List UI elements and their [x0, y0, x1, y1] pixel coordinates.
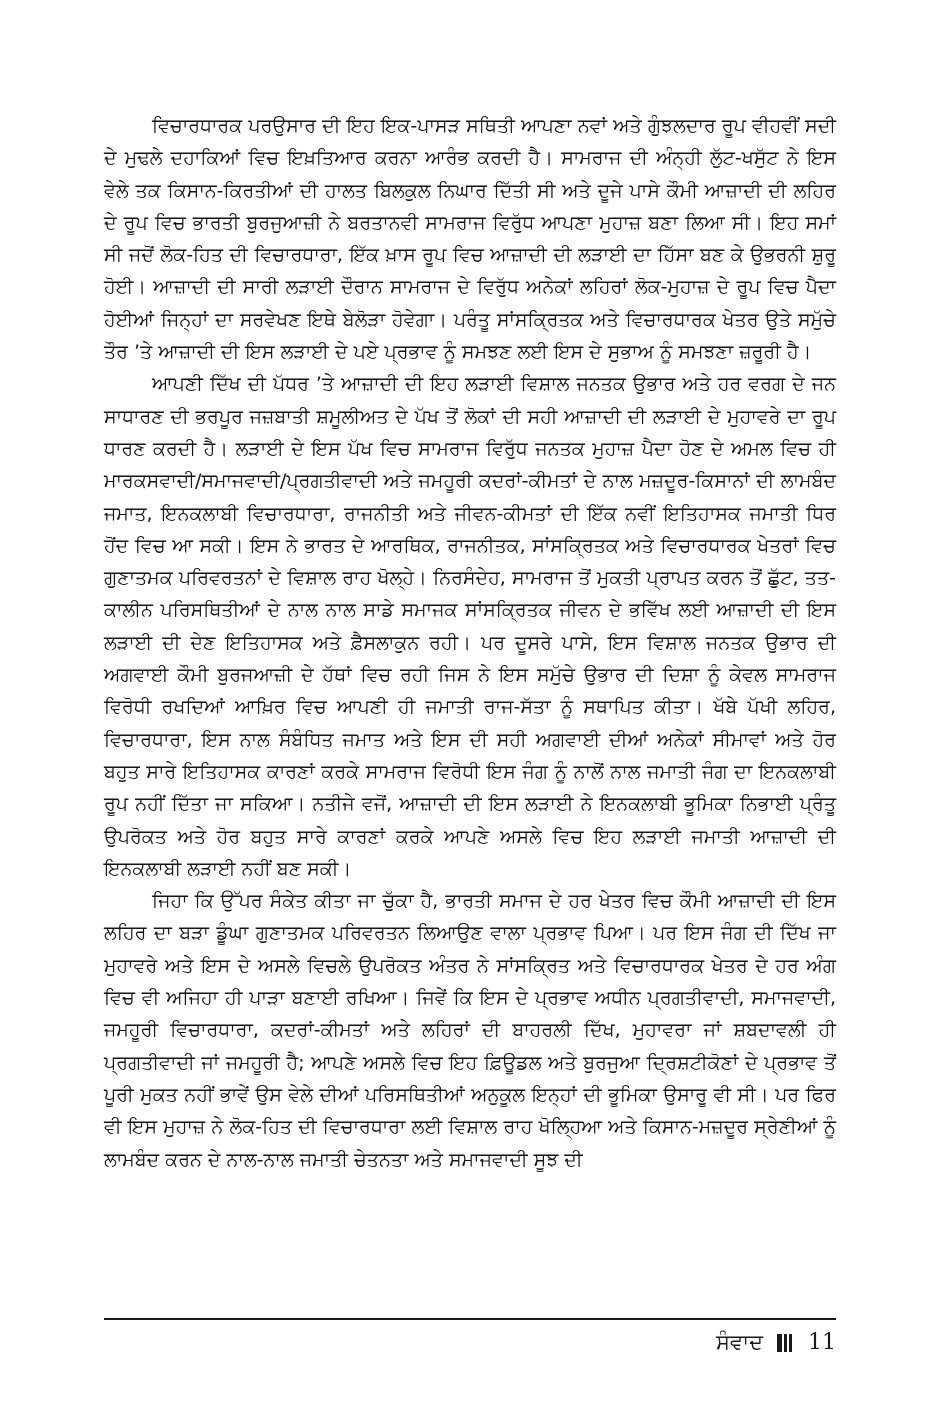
- page-number: 11: [808, 1330, 836, 1355]
- body-text: [104, 110, 836, 1176]
- paragraph: ਆਪਣੀ ਦਿੱਖ ਦੀ ਪੱਧਰ ’ਤੇ ਆਜ਼ਾਦੀ ਦੀ ਇਹ ਲੜਾਈ ਵਿਸ਼ਾਲ ਜਨਤਕ ਉਭਾਰ ਅਤੇ ਹਰ ਵਰਗ ਦੇ ਜਨ ਸਾਧਾਰਣ ਦੀ ਭਰਪੂਰ ਜਜ਼ਬਾਤੀ ਸ਼ਮੂਲੀਅਤ ਦੇ ਪੱਖ ਤੋਂ ਲੋਕਾਂ ਦੀ ਸਹੀ ਆਜ਼ਾਦੀ ਦੀ ਲੜਾਈ ਦੇ ਮੁਹਾਵਰੇ ਦਾ ਰੂਪ ਧਾਰਣ ਕਰਦੀ ਹੈ। ਲੜਾਈ ਦੇ ਇਸ ਪੱਖ ਵਿਚ ਸਾਮਰਾਜ ਵਿਰੁੱਧ ਜਨਤਕ ਮੁਹਾਜ਼ ਪੈਦਾ ਹੋਣ ਦੇ ਅਮਲ ਵਿਚ ਹੀ ਮਾਰਕਸਵਾਦੀ/ਸਮਾਜਵਾਦੀ/ਪ੍ਰਗਤੀਵਾਦੀ ਅਤੇ ਜਮਹੂਰੀ ਕਦਰਾਂ-ਕੀਮਤਾਂ ਦੇ ਨਾਲ ਮਜ਼ਦੂਰ-ਕਿਸਾਨਾਂ ਦੀ ਲਾਮਬੰਦ ਜਮਾਤ, ਇਨਕਲਾਬੀ ਵਿਚਾਰਧਾਰਾ, ਰਾਜਨੀਤੀ ਅਤੇ ਜੀਵਨ-ਕੀਮਤਾਂ ਦੀ ਇੱਕ ਨਵੀਂ ਇਤਿਹਾਸਕ ਜਮਾਤੀ ਧਿਰ ਹੋਂਦ ਵਿਚ ਆ ਸਕੀ। ਇਸ ਨੇ ਭਾਰਤ ਦੇ ਆਰਥਿਕ, ਰਾਜਨੀਤਕ, ਸਾਂਸਕ੍ਰਿਤਕ ਅਤੇ ਵਿਚਾਰਧਾਰਕ ਖੇਤਰਾਂ ਵਿਚ ਗੁਣਾਤਮਕ ਪਰਿਵਰਤਨਾਂ ਦੇ ਵਿਸ਼ਾਲ ਰਾਹ ਖੋਲ੍ਹੇ। ਨਿਰਸੰਦੇਹ, ਸਾਮਰਾਜ ਤੋਂ ਮੁਕਤੀ ਪ੍ਰਾਪਤ ਕਰਨ ਤੋਂ ਛੁੱਟ, ਤਤ-ਕਾਲੀਨ ਪਰਿਸਥਿਤੀਆਂ ਦੇ ਨਾਲ ਨਾਲ ਸਾਡੇ ਸਮਾਜਕ ਸਾਂਸਕ੍ਰਿਤਕ ਜੀਵਨ ਦੇ ਭਵਿੱਖ ਲਈ ਆਜ਼ਾਦੀ ਦੀ ਇਸ ਲੜਾਈ ਦੀ ਦੇਣ ਇਤਿਹਾਸਕ ਅਤੇ ਫ਼ੈਸਲਾਕੁਨ ਰਹੀ। ਪਰ ਦੂਸਰੇ ਪਾਸੇ, ਇਸ ਵਿਸ਼ਾਲ ਜਨਤਕ ਉਭਾਰ ਦੀ ਅਗਵਾਈ ਕੌਮੀ ਬੁਰਜਆਜ਼ੀ ਦੇ ਹੱਥਾਂ ਵਿਚ ਰਹੀ ਜਿਸ ਨੇ ਇਸ ਸਮੁੱਚੇ ਉਭਾਰ ਦੀ ਦਿਸ਼ਾ ਨੂੰ ਕੇਵਲ ਸਾਮਰਾਜ ਵਿਰੋਧੀ ਰਖਦਿਆਂ ਆਖ਼ਿਰ ਵਿਚ ਆਪਣੀ ਹੀ ਜਮਾਤੀ ਰਾਜ-ਸੱਤਾ ਨੂੰ ਸਥਾਪਿਤ ਕੀਤਾ। ਖੱਬੇ ਪੱਖੀ ਲਹਿਰ, ਵਿਚਾਰਧਾਰਾ, ਇਸ ਨਾਲ ਸੰਬੰਧਿਤ ਜਮਾਤ ਅਤੇ ਇਸ ਦੀ ਸਹੀ ਅਗਵਾਈ ਦੀਆਂ ਅਨੇਕਾਂ ਸੀਮਾਵਾਂ ਅਤੇ ਹੋਰ ਬਹੁਤ ਸਾਰੇ ਇਤਿਹਾਸਕ ਕਾਰਣਾਂ ਕਰਕੇ ਸਾਮਰਾਜ ਵਿਰੋਧੀ ਇਸ ਜੰਗ ਨੂੰ ਨਾਲੋਂ ਨਾਲ ਜਮਾਤੀ ਜੰਗ ਦਾ ਇਨਕਲਾਬੀ ਰੂਪ ਨਹੀਂ ਦਿੱਤਾ ਜਾ ਸਕਿਆ। ਨਤੀਜੇ ਵਜੋਂ, ਆਜ਼ਾਦੀ ਦੀ ਇਸ ਲੜਾਈ ਨੇ ਇਨਕਲਾਬੀ ਭੂਮਿਕਾ ਨਿਭਾਈ ਪ੍ਰੰਤੂ ਉਪਰੋਕਤ ਅਤੇ ਹੋਰ ਬਹੁਤ ਸਾਰੇ ਕਾਰਣਾਂ ਕਰਕੇ ਆਪਣੇ ਅਸਲੇ ਵਿਚ ਇਹ ਲੜਾਈ ਜਮਾਤੀ ਆਜ਼ਾਦੀ ਦੀ ਇਨਕਲਾਬੀ ਲੜਾਈ ਨਹੀਂ ਬਣ ਸਕੀ।: [104, 373, 836, 880]
- paragraph: ਜਿਹਾ ਕਿ ਉੱਪਰ ਸੰਕੇਤ ਕੀਤਾ ਜਾ ਚੁੱਕਾ ਹੈ, ਭਾਰਤੀ ਸਮਾਜ ਦੇ ਹਰ ਖੇਤਰ ਵਿਚ ਕੌਮੀ ਆਜ਼ਾਦੀ ਦੀ ਇਸ ਲਹਿਰ ਦਾ ਬੜਾ ਡੂੰਘਾ ਗੁਣਾਤਮਕ ਪਰਿਵਰਤਨ ਲਿਆਉਣ ਵਾਲਾ ਪ੍ਰਭਾਵ ਪਿਆ। ਪਰ ਇਸ ਜੰਗ ਦੀ ਦਿੱਖ ਜਾ ਮੁਹਾਵਰੇ ਅਤੇ ਇਸ ਦੇ ਅਸਲੇ ਵਿਚਲੇ ਉਪਰੋਕਤ ਅੰਤਰ ਨੇ ਸਾਂਸਕ੍ਰਿਤ ਅਤੇ ਵਿਚਾਰਧਾਰਕ ਖੇਤਰ ਦੇ ਹਰ ਅੰਗ ਵਿਚ ਵੀ ਅਜਿਹਾ ਹੀ ਪਾੜਾ ਬਣਾਈ ਰਖਿਆ। ਜਿਵੇਂ ਕਿ ਇਸ ਦੇ ਪ੍ਰਭਾਵ ਅਧੀਨ ਪ੍ਰਗਤੀਵਾਦੀ, ਸਮਾਜਵਾਦੀ, ਜਮਹੂਰੀ ਵਿਚਾਰਧਾਰਾ, ਕਦਰਾਂ-ਕੀਮਤਾਂ ਅਤੇ ਲਹਿਰਾਂ ਦੀ ਬਾਹਰਲੀ ਦਿੱਖ, ਮੁਹਾਵਰਾ ਜਾਂ ਸ਼ਬਦਾਵਲੀ ਹੀ ਪ੍ਰਗਤੀਵਾਦੀ ਜਾਂ ਜਮਹੂਰੀ ਹੈ; ਆਪਣੇ ਅਸਲੇ ਵਿਚ ਇਹ ਫ਼ਿਊਡਲ ਅਤੇ ਬੁਰਜੁਆ ਦ੍ਰਿਸ਼ਟੀਕੋਣਾਂ ਦੇ ਪ੍ਰਭਾਵ ਤੋਂ ਪੂਰੀ ਮੁਕਤ ਨਹੀਂ ਭਾਵੇਂ ਉਸ ਵੇਲੇ ਦੀਆਂ ਪਰਿਸਥਿਤੀਆਂ ਅਨੁਕੂਲ ਇਨ੍ਹਾਂ ਦੀ ਭੂਮਿਕਾ ਉਸਾਰੂ ਵੀ ਸੀ। ਪਰ ਫਿਰ ਵੀ ਇਸ ਮੁਹਾਜ਼ ਨੇ ਲੋਕ-ਹਿਤ ਦੀ ਵਿਚਾਰਧਾਰਾ ਲਈ ਵਿਸ਼ਾਲ ਰਾਹ ਖੋਲ੍ਹਿਆ ਅਤੇ ਕਿਸਾਨ-ਮਜ਼ਦੂਰ ਸ੍ਰੇਣੀਆਂ ਨੂੰ ਲਾਮਬੰਦ ਕਰਨ ਦੇ ਨਾਲ-ਨਾਲ ਜਮਾਤੀ ਚੇਤਨਤਾ ਅਤੇ ਸਮਾਜਵਾਦੀ ਸੂਝ ਦੀ: [104, 890, 836, 1171]
- paragraph: ਵਿਚਾਰਧਾਰਕ ਪਰਉਸਾਰ ਦੀ ਇਹ ਇਕ-ਪਾਸੜ ਸਥਿਤੀ ਆਪਣਾ ਨਵਾਂ ਅਤੇ ਗੁੰਝਲਦਾਰ ਰੂਪ ਵੀਹਵੀਂ ਸਦੀ ਦੇ ਮੁਢਲੇ ਦਹਾਕਿਆਂ ਵਿਚ ਇਖ਼ਤਿਆਰ ਕਰਨਾ ਆਰੰਭ ਕਰਦੀ ਹੈ। ਸਾਮਰਾਜ ਦੀ ਅੰਨ੍ਹੀ ਲੁੱਟ-ਖਸੁੱਟ ਨੇ ਇਸ ਵੇਲੇ ਤਕ ਕਿਸਾਨ-ਕਿਰਤੀਆਂ ਦੀ ਹਾਲਤ ਬਿਲਕੁਲ ਨਿਘਾਰ ਦਿੱਤੀ ਸੀ ਅਤੇ ਦੂਜੇ ਪਾਸੇ ਕੌਮੀ ਆਜ਼ਾਦੀ ਦੀ ਲਹਿਰ ਦੇ ਰੂਪ ਵਿਚ ਭਾਰਤੀ ਬੁਰਜੁਆਜ਼ੀ ਨੇ ਬਰਤਾਨਵੀ ਸਾਮਰਾਜ ਵਿਰੁੱਧ ਆਪਣਾ ਮੁਹਾਜ਼ ਬਣਾ ਲਿਆ ਸੀ। ਇਹ ਸਮਾਂ ਸੀ ਜਦੋਂ ਲੋਕ-ਹਿਤ ਦੀ ਵਿਚਾਰਧਾਰਾ, ਇੱਕ ਖ਼ਾਸ ਰੂਪ ਵਿਚ ਆਜ਼ਾਦੀ ਦੀ ਲੜਾਈ ਦਾ ਹਿੱਸਾ ਬਣ ਕੇ ਉਭਰਨੀ ਸ਼ੁਰੂ ਹੋਈ। ਆਜ਼ਾਦੀ ਦੀ ਸਾਰੀ ਲੜਾਈ ਦੌਰਾਨ ਸਾਮਰਾਜ ਦੇ ਵਿਰੁੱਧ ਅਨੇਕਾਂ ਲਹਿਰਾਂ ਲੋਕ-ਮੁਹਾਜ਼ ਦੇ ਰੂਪ ਵਿਚ ਪੈਦਾ ਹੋਈਆਂ ਜਿਨ੍ਹਾਂ ਦਾ ਸਰਵੇਖਣ ਇਥੇ ਬੇਲੋੜਾ ਹੋਵੇਗਾ। ਪਰੰਤੂ ਸਾਂਸਕ੍ਰਿਤਕ ਅਤੇ ਵਿਚਾਰਧਾਰਕ ਖੇਤਰ ਉਤੇ ਸਮੁੱਚੇ ਤੌਰ ’ਤੇ ਆਜ਼ਾਦੀ ਦੀ ਇਸ ਲੜਾਈ ਦੇ ਪਏ ਪ੍ਰਭਾਵ ਨੂੰ ਸਮਝਣ ਲਈ ਇਸ ਦੇ ਸੁਭਾਅ ਨੂੰ ਸਮਝਣਾ ਜ਼ਰੂਰੀ ਹੈ।: [104, 115, 836, 364]
- journal-name: ਸੰਵਾਦ: [715, 1330, 763, 1354]
- page-footer: [716, 1330, 836, 1355]
- footer-divider: [104, 1318, 836, 1320]
- bars-icon: [777, 1334, 792, 1352]
